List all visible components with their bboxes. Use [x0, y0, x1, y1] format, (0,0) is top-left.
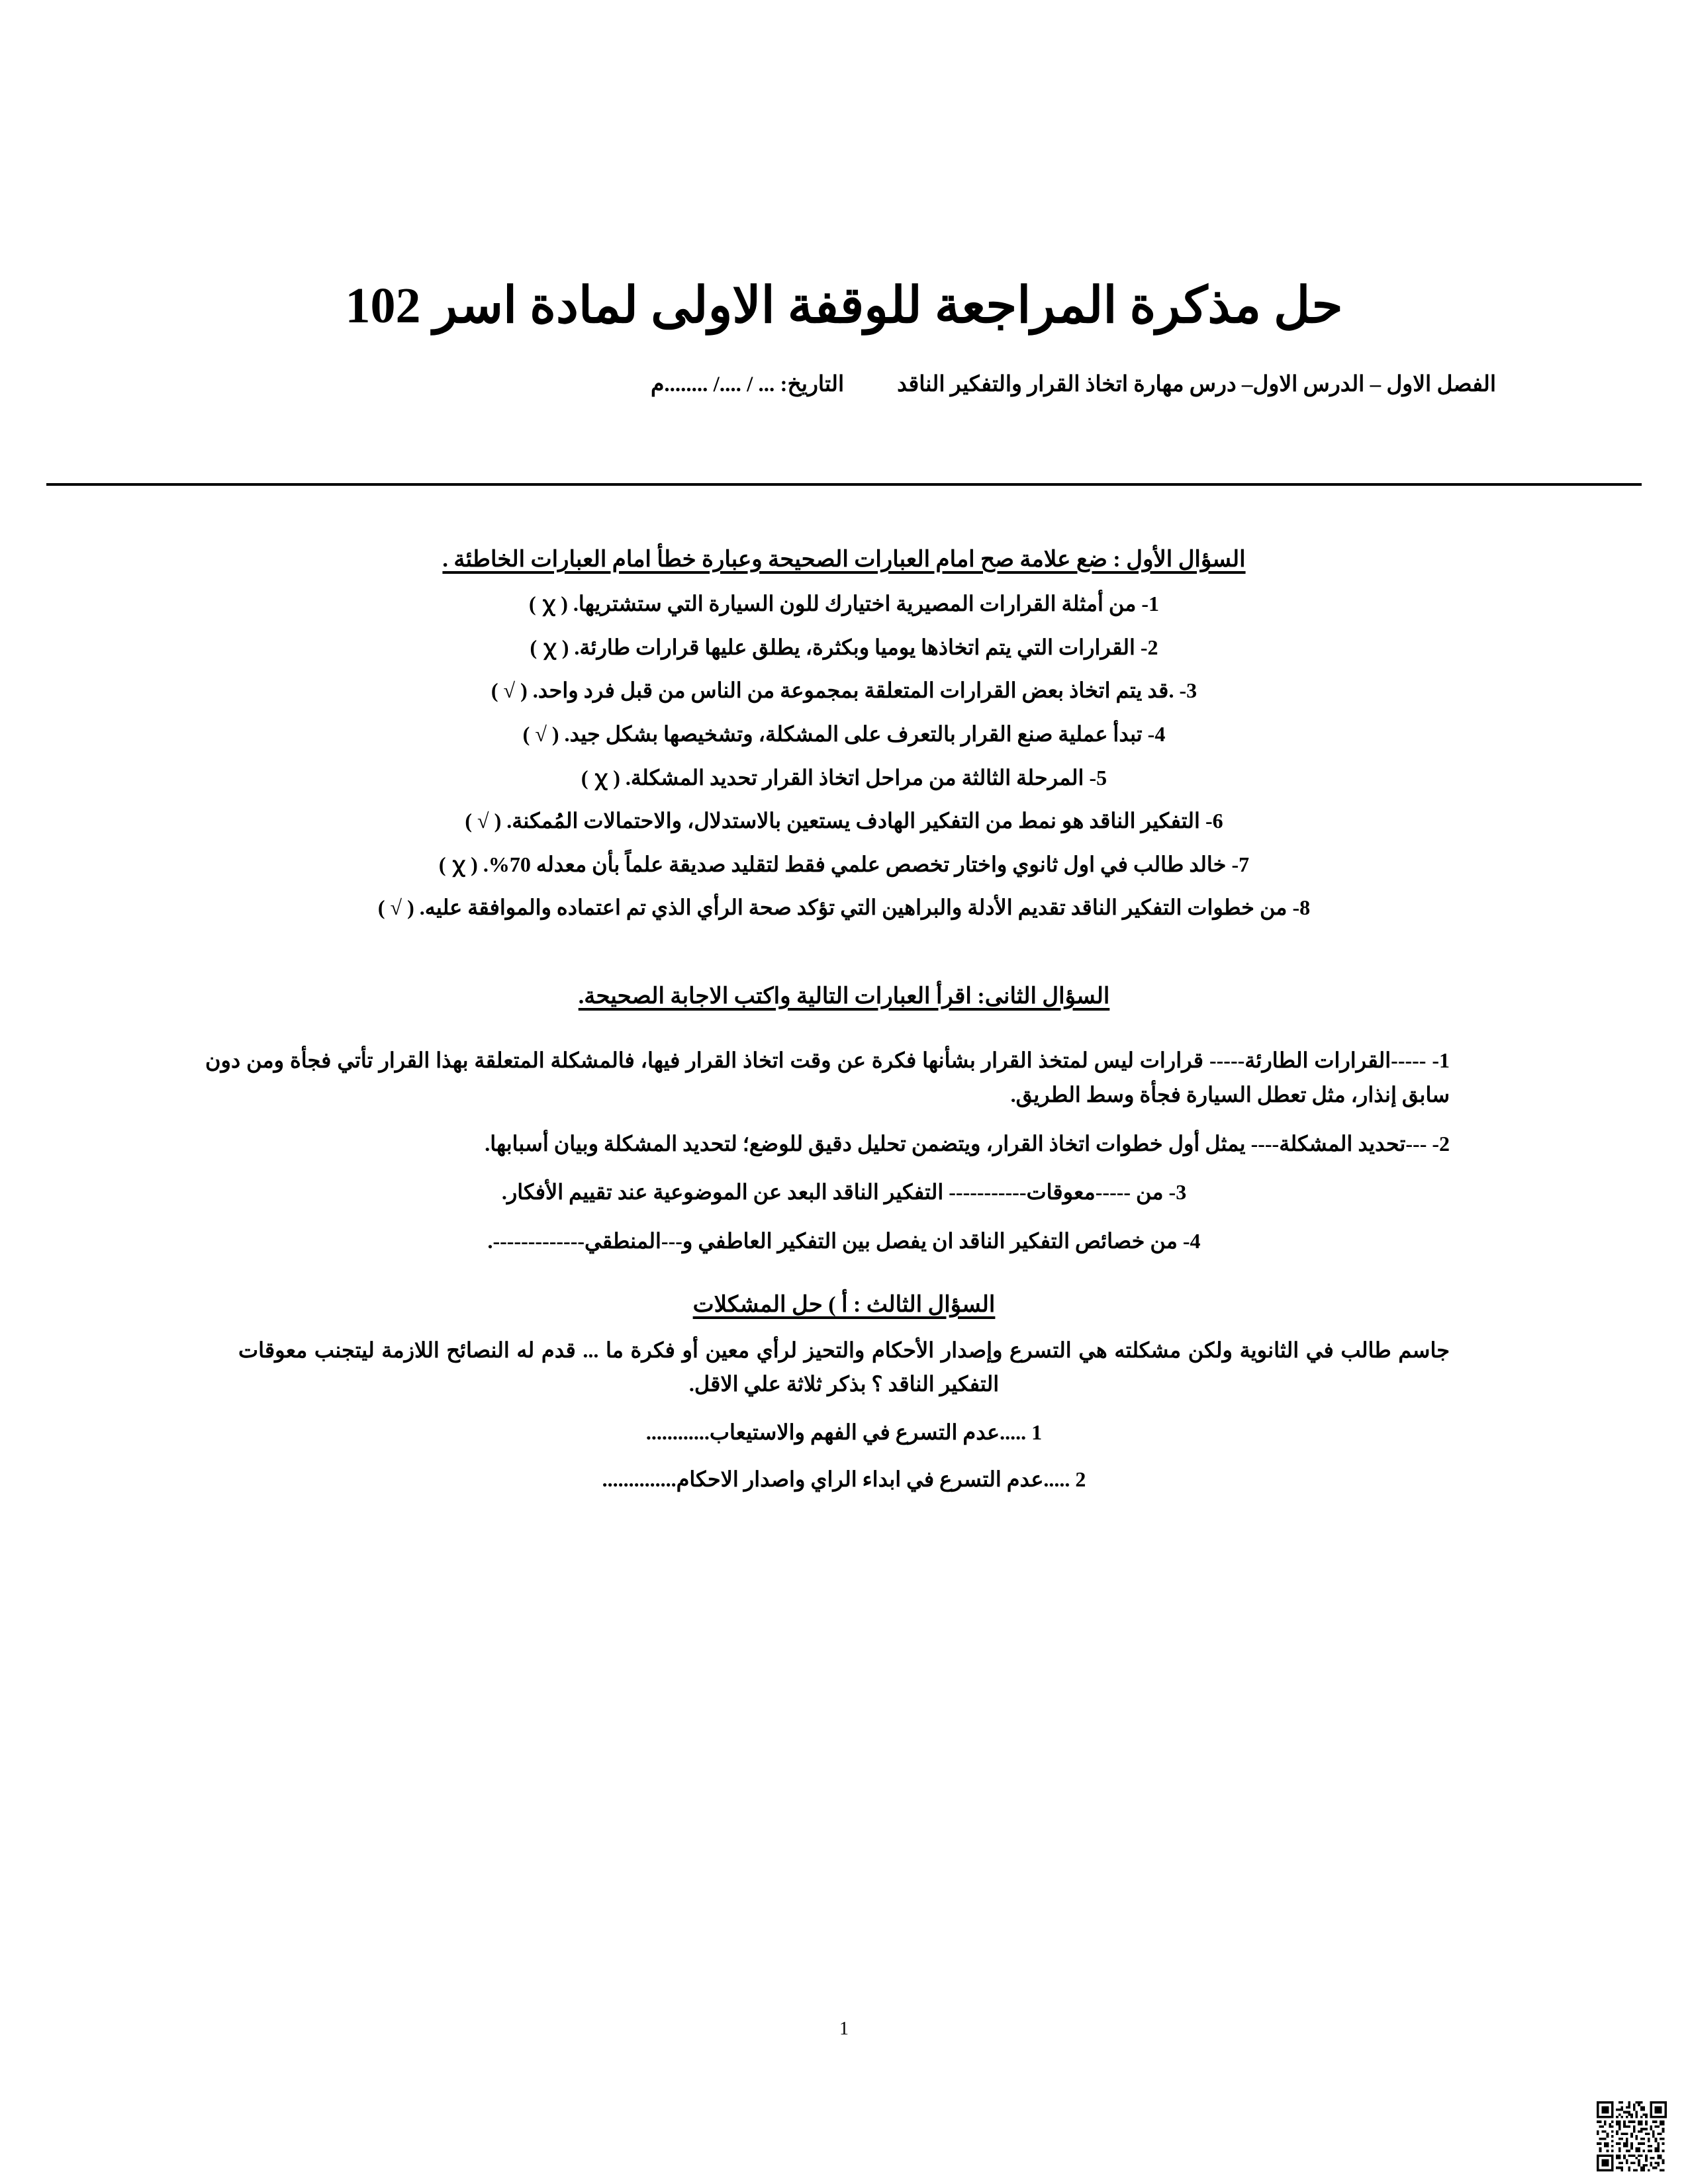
list-item	[165, 848, 1523, 881]
list-item	[165, 631, 1523, 664]
list-item	[165, 762, 1523, 794]
item-number: 7-	[1231, 852, 1250, 876]
answer-mark: ( ꭓ )	[530, 635, 569, 659]
item-text: تبدأ عملية صنع القرار بالتعرف على المشكلة، وتشخيصها بشكل جيد.	[564, 721, 1143, 746]
list-item	[165, 1224, 1523, 1259]
question2-item-list	[165, 1044, 1523, 1259]
section-spacer	[165, 1259, 1523, 1288]
question1-item-list	[165, 588, 1523, 924]
item-number: 8-	[1292, 895, 1311, 920]
answer-mark: ( √ )	[522, 721, 559, 746]
list-item	[165, 588, 1523, 620]
item-text: القرارات التي يتم اتخاذها يوميا وبكثرة، يطلق عليها قرارات طارئة.	[574, 635, 1135, 659]
answer-mark: ( √ )	[377, 895, 414, 920]
document-subtitle-row	[192, 371, 1496, 397]
page-number: 1	[839, 2019, 849, 2039]
answer-mark: ( ꭓ )	[528, 592, 568, 615]
item-number: 1-	[1432, 1048, 1450, 1072]
question3-answer-list	[165, 1416, 1523, 1496]
item-number: 3-	[1168, 1180, 1187, 1205]
lesson-line: الفصل الاول – الدرس الاول– درس مهارة اتخاذ القرار والتفكير الناقد	[897, 373, 1496, 396]
item-text: ---تحديد المشكلة---- يمثل أول خطوات اتخاذ القرار، ويتضمن تحليل دقيق للوضع؛ لتحديد المشكلة وبيان أسبابها.	[485, 1131, 1427, 1156]
item-text: خالد طالب في اول ثانوي واختار تخصص علمي فقط لتقليد صديقة علماً بأن معدله 70%.	[483, 852, 1227, 876]
header-divider	[46, 483, 1642, 486]
answer-mark: ( √ )	[465, 809, 502, 833]
question3-body: جاسم طالب في الثانوية ولكن مشكلته هي التسرع وإصدار الأحكام والتحيز لرأي معين أو فكرة ما ... قدم له النصائح اللازمة ليتجنب معوقات التفكير الناقد ؟ بذكر ثلاثة علي الاقل.	[238, 1338, 1450, 1396]
list-item	[165, 1044, 1523, 1113]
list-item	[165, 1175, 1523, 1210]
item-text: من أمثلة القرارات المصيرية اختيارك للون السيارة التي ستشتريها.	[573, 592, 1137, 615]
item-number: 5-	[1089, 765, 1107, 790]
item-number: 2-	[1432, 1131, 1450, 1156]
item-text: من -----معوقات----------- التفكير الناقد البعد عن الموضوعية عند تقييم الأفكار.	[501, 1180, 1164, 1205]
item-number: 6-	[1205, 809, 1223, 833]
item-number: 4-	[1182, 1229, 1201, 1253]
question3-heading: السؤال الثالث : أ ) حل المشكلات	[692, 1293, 996, 1318]
qr-code-icon	[1597, 2101, 1667, 2171]
answer-mark: ( ꭓ )	[438, 852, 478, 876]
date-line: التاريخ: ... / ..../ ........م	[650, 373, 845, 396]
section-spacer	[165, 924, 1523, 979]
answer-number: 2	[1075, 1467, 1086, 1492]
question2-heading: السؤال الثانى: اقرأ العبارات التالية واكتب الاجابة الصحيحة.	[578, 984, 1110, 1009]
page-title: حل مذكرة المراجعة للوقفة الاولى لمادة اسر 102	[345, 277, 1343, 334]
item-text: -----القرارات الطارئة----- قرارات ليس لمتخذ القرار بشأنها فكرة عن وقت اتخاذ القرار فيها، فالمشكلة المتعلقة بهذا القرار تأتي فجأة ومن دون سابق إنذار، مثل تعطل السيارة فجأة وسط الطريق.	[205, 1048, 1450, 1107]
answer-number: 1	[1031, 1420, 1043, 1444]
item-number: 4-	[1147, 721, 1166, 746]
list-item	[165, 718, 1523, 751]
item-number: 3-	[1179, 678, 1197, 703]
list-item	[165, 674, 1523, 707]
item-text: .قد يتم اتخاذ بعض القرارات المتعلقة بمجموعة من الناس من قبل فرد واحد.	[532, 678, 1174, 703]
answer-text: .....عدم التسرع في ابداء الراي واصدار الاحكام..............	[602, 1467, 1070, 1492]
answer-text: .....عدم التسرع في الفهم والاستيعاب............	[645, 1420, 1027, 1444]
list-item	[165, 1416, 1523, 1449]
question1-heading: السؤال الأول : ضع علامة صح امام العبارات الصحيحة وعبارة خطأ امام العبارات الخاطئة .	[442, 547, 1246, 572]
document-body	[165, 543, 1523, 1496]
item-text: التفكير الناقد هو نمط من التفكير الهادف يستعين بالاستدلال، والاحتمالات المُمكنة.	[506, 809, 1200, 833]
item-text: من خصائص التفكير الناقد ان يفصل بين التفكير العاطفي و---المنطقي-------------.	[487, 1229, 1178, 1253]
list-item	[165, 1127, 1523, 1161]
list-item	[165, 891, 1523, 924]
list-item	[165, 805, 1523, 837]
heading-spacer	[165, 1017, 1523, 1029]
answer-mark: ( ꭓ )	[581, 765, 620, 790]
answer-mark: ( √ )	[491, 678, 528, 703]
item-number: 2-	[1140, 635, 1158, 659]
item-text: المرحلة الثالثة من مراحل اتخاذ القرار تحديد المشكلة.	[625, 765, 1084, 790]
list-item	[165, 1463, 1523, 1496]
item-number: 1-	[1141, 592, 1160, 615]
item-text: من خطوات التفكير الناقد تقديم الأدلة والبراهين التي تؤكد صحة الرأي الذي تم اعتماده والموافقة عليه.	[419, 895, 1288, 920]
